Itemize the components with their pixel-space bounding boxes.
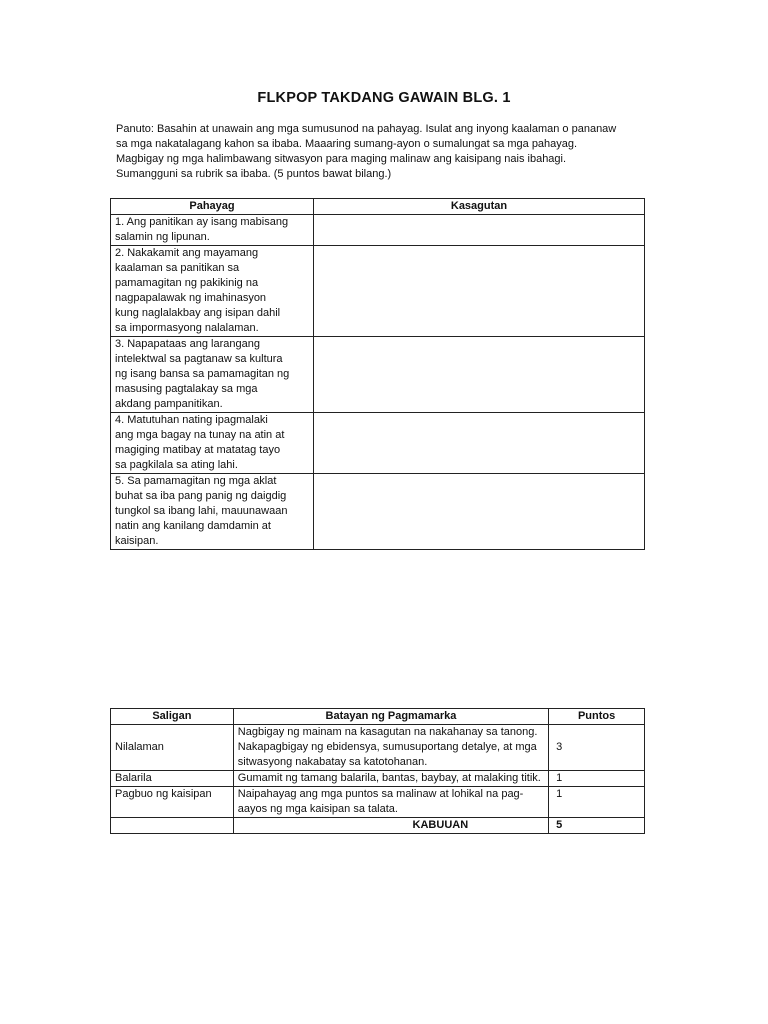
points-cell: 1 <box>549 787 645 818</box>
empty-cell <box>111 818 234 834</box>
description-cell: Naipahayag ang mga puntos sa malinaw at lohikal na pag-aayos ng mga kaisipan sa talata. <box>233 787 548 818</box>
points-cell: 1 <box>549 771 645 787</box>
criterion-cell: Balarila <box>111 771 234 787</box>
total-value: 5 <box>549 818 645 834</box>
instructions-paragraph: Panuto: Basahin at unawain ang mga sumusunod na pahayag. Isulat ang inyong kaalaman o pananaw sa mga nakatalagang kahon sa ibaba. Maaaring sumang-ayon o sumalungat sa mga pahayag. Magbigay ng mga halimbawang sitwasyon para maging malinaw ang kaisipang nais ibahagi. Sumangguni sa rubrik sa ibaba. (5 puntos bawat bilang.) <box>116 123 617 180</box>
total-label: KABUUAN <box>233 818 548 834</box>
statement-cell: 5. Sa pamamagitan ng mga aklat buhat sa iba pang panig ng daigdig tungkol sa ibang lahi, mauunawaan natin ang kanilang damdamin at kaisipan. <box>111 474 314 550</box>
total-row <box>111 818 645 834</box>
page-title: FLKPOP TAKDANG GAWAIN BLG. 1 <box>257 90 511 106</box>
statements-header-row <box>111 199 645 215</box>
statement-cell: 1. Ang panitikan ay isang mabisang salamin ng lipunan. <box>111 215 314 246</box>
statements-table <box>110 198 645 550</box>
table-row <box>111 771 645 787</box>
header-puntos: Puntos <box>549 709 645 725</box>
description-cell: Nagbigay ng mainam na kasagutan na nakahanay sa tanong. Nakapagbigay ng ebidensya, sumusuportang detalye, at mga sitwasyong nakabatay sa katotohanan. <box>233 725 548 771</box>
table-row <box>111 215 645 246</box>
table-row <box>111 413 645 474</box>
header-pahayag: Pahayag <box>111 199 314 215</box>
statement-cell: 4. Matutuhan nating ipagmalaki ang mga bagay na tunay na atin at magiging matibay at matatag tayo sa pagkilala sa ating lahi. <box>111 413 314 474</box>
header-saligan: Saligan <box>111 709 234 725</box>
table-row <box>111 787 645 818</box>
table-row <box>111 337 645 413</box>
table-row <box>111 246 645 337</box>
answer-cell[interactable] <box>314 474 645 550</box>
answer-cell[interactable] <box>314 337 645 413</box>
table-row <box>111 474 645 550</box>
answer-cell[interactable] <box>314 413 645 474</box>
description-cell: Gumamit ng tamang balarila, bantas, baybay, at malaking titik. <box>233 771 548 787</box>
answer-cell[interactable] <box>314 246 645 337</box>
rubric-table <box>110 708 645 834</box>
table-row <box>111 725 645 771</box>
header-kasagutan: Kasagutan <box>314 199 645 215</box>
criterion-cell: Nilalaman <box>111 725 234 771</box>
points-cell: 3 <box>549 725 645 771</box>
statement-cell: 2. Nakakamit ang mayamang kaalaman sa panitikan sa pamamagitan ng pakikinig na nagpapalawak ng imahinasyon kung naglalakbay ang isipan dahil sa impormasyong nalalaman. <box>111 246 314 337</box>
criterion-cell: Pagbuo ng kaisipan <box>111 787 234 818</box>
statement-cell: 3. Napapataas ang larangang intelektwal sa pagtanaw sa kultura ng isang bansa sa pamamagitan ng masusing pagtalakay sa mga akdang pampanitikan. <box>111 337 314 413</box>
rubric-header-row <box>111 709 645 725</box>
header-batayan: Batayan ng Pagmamarka <box>233 709 548 725</box>
answer-cell[interactable] <box>314 215 645 246</box>
